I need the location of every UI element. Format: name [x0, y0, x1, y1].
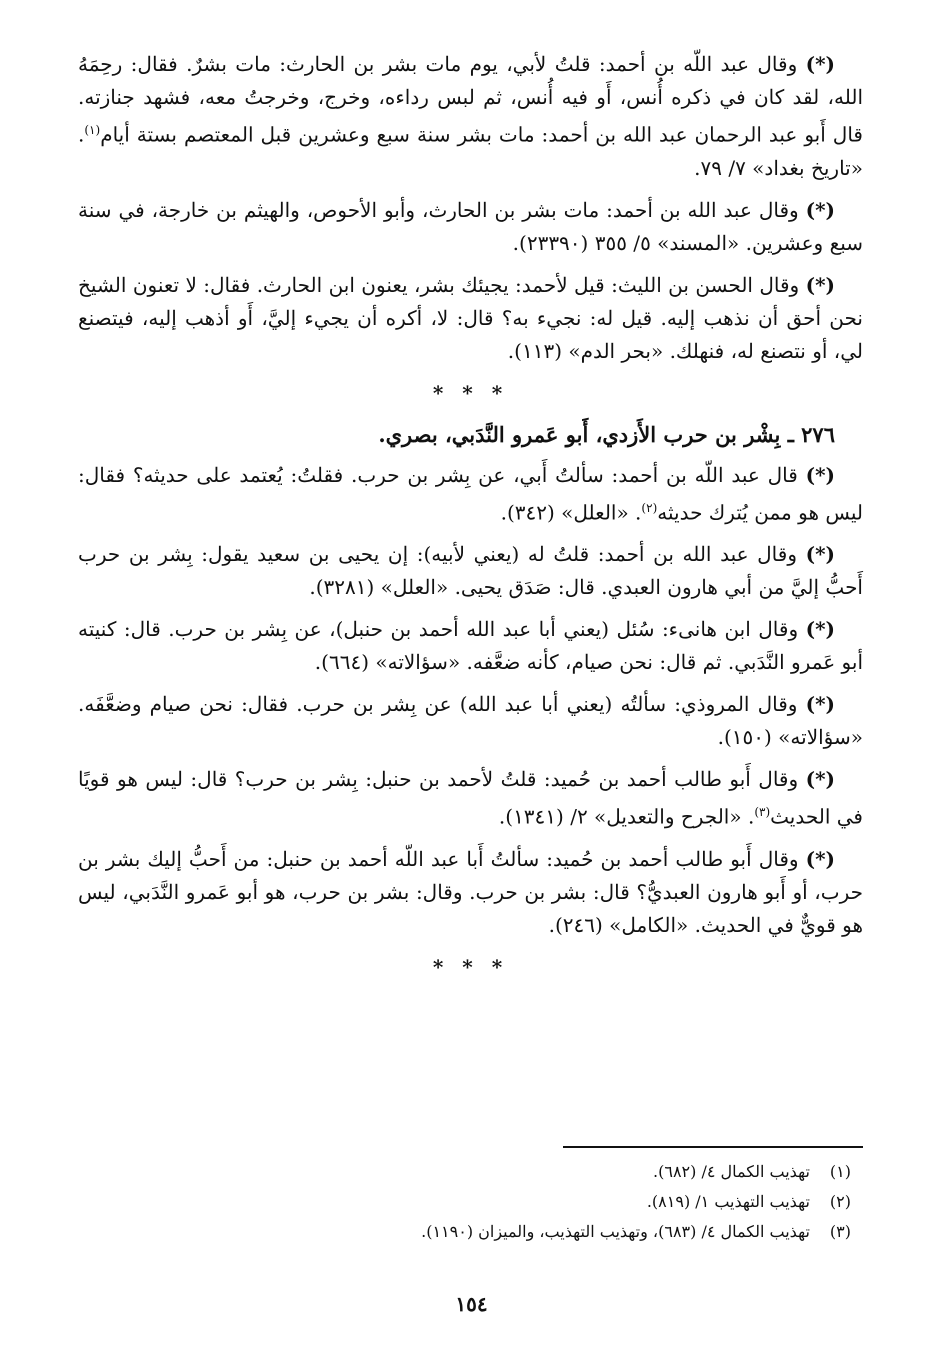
footnote: [80, 1157, 851, 1187]
paragraph-text: وقال المروذي: سألتُه (يعني أبا عبد الله) عن بِشر بن حرب. فقال: نحن صيام وضعَّفَه. «سؤالاته» (١٥٠).: [78, 692, 863, 750]
paragraph-text: قال عبد اللّه بن أحمد: سألتُ أَبي، عن بِشر بن حرب. فقلتُ: يُعتمد على حديثه؟ فقال: ليس هو ممن يُترك حديثه: [78, 462, 863, 525]
footnotes: [80, 1157, 851, 1247]
paragraph-text: وقال أَبو طالب أحمد بن حُميد: قلتُ لأحمد بن حنبل: بِشر بن حرب؟ قال: ليس هو قويًا في الحديث: [78, 767, 863, 829]
footnote: [80, 1217, 851, 1247]
entry-paragraph: [78, 538, 863, 604]
paragraph-text: وقال عبد اللّه بن أحمد: قلتُ لأبي، يوم مات بشر بن الحارث: مات بشرٌ. فقال: رحِمَهُ الله، لقد كان في ذكره أُنس، أَو فيه أُنس، ثم لبس رداءه، وخرج، وخرجتُ معه، فشهد جنازته. قال أَبو عبد الرحمان عبد الله بن أحمد: مات بشر سنة سبع وعشرين قبل المعتصم بستة أيام: [78, 52, 863, 147]
entry-paragraph: [78, 763, 863, 834]
paragraph-text: وقال ابن هانىء: سُئل (يعني أبا عبد الله أحمد بن حنبل)، عن بِشر بن حرب. قال: كنيته أبو عَمرو النَّدَبي. ثم قال: نحن صيام، كأنه ضعَّفه. «سؤالاته» (٦٦٤).: [78, 617, 863, 675]
paragraph-3: [78, 269, 863, 368]
paragraph-marker: (*): [805, 272, 835, 297]
paragraph-source: . «الجرح والتعديل» ٢/ (١٣٤١).: [498, 804, 755, 829]
footnote: [80, 1187, 851, 1217]
paragraph-marker: (*): [805, 462, 835, 487]
footnote-ref: (٢): [641, 500, 658, 515]
paragraph-marker: (*): [805, 692, 835, 717]
paragraph-marker: (*): [805, 617, 835, 642]
main-text: [78, 48, 863, 992]
entry-paragraph: [78, 613, 863, 679]
section-separator: * * *: [432, 954, 509, 979]
paragraph-2: [78, 194, 863, 260]
page-number: ١٥٤: [455, 1292, 488, 1316]
entry-paragraph: [78, 843, 863, 942]
footnote-ref: (٣): [754, 805, 771, 820]
paragraph-marker: (*): [805, 542, 835, 567]
paragraph-text: وقال الحسن بن الليث: قيل لأحمد: يجيئك بشر، يعنون ابن الحارث. فقال: لا تعنون الشيخ نحن أحق أن نذهب إليه. قيل له: نجيء به؟ قال: لا، أكره أن يجيء إليَّ، أَو أذهب إليه، فيتصنع لي، أو نتصنع له، فنهلك. «بحر الدم» (١١٣).: [78, 272, 863, 363]
paragraph-text: وقال أَبو طالب أحمد بن حُميد: سألتُ أَبا عبد اللّه أحمد بن حنبل: من أَحبُّ إليك بشر بن حرب، أو أَبو هارون العبديُّ؟ قال: بشر بن حرب. وقال: بشر بن حرب، هو أبو عَمرو النَّدَبي، ليس هو قويٌّ في الحديث. «الكامل» (٢٤٦).: [78, 846, 863, 937]
paragraph-marker: (*): [805, 52, 836, 76]
section-separator: * * *: [432, 380, 509, 405]
footnote-ref: (١): [84, 123, 101, 137]
paragraph-text: وقال عبد الله بن أحمد: قلتُ له (يعني لأبيه): إن يحيى بن سعيد يقول: بِشر بن حرب أَحبُّ إليَّ من أبي هارون العبدي. قال: صَدَق يحيى. «العلل» (٣٢٨١).: [78, 542, 863, 600]
paragraph-marker: (*): [805, 846, 835, 871]
footnote-divider: [563, 1146, 863, 1148]
entry-heading: ٢٧٦ ـ بِشْر بن حرب الأَزدي، أَبو عَمرو النَّدَبي، بصري.: [378, 421, 835, 447]
paragraph-source: . «العلل» (٣٤٢).: [500, 500, 642, 525]
footnote-number: (٣): [829, 1222, 851, 1241]
footnote-text: تهذيب الكمال ٤/ (٦٨٢).: [653, 1162, 810, 1181]
paragraph-source: . «تاريخ بغداد» ٧/ ٧٩.: [78, 122, 863, 180]
footnote-text: تهذيب الكمال ٤/ (٦٨٣)، وتهذيب التهذيب، والميزان (١١٩٠).: [421, 1222, 810, 1241]
paragraph-marker: (*): [805, 767, 835, 792]
paragraph-text: وقال عبد الله بن أحمد: مات بشر بن الحارث، وأبو الأحوص، والهيثم بن خارجة، في سنة سبع وعشرين. «المسند» ٥/ ٣٥٥ (٢٣٣٩٠).: [78, 197, 863, 255]
entry-paragraph: [78, 459, 863, 530]
paragraph-marker: (*): [805, 197, 836, 222]
footnote-text: تهذيب التهذيب ١/ (٨١٩).: [646, 1192, 810, 1211]
footnote-number: (٢): [829, 1192, 851, 1211]
paragraph-1: [78, 48, 863, 185]
footnote-number: (١): [829, 1162, 851, 1181]
entry-paragraph: [78, 688, 863, 754]
